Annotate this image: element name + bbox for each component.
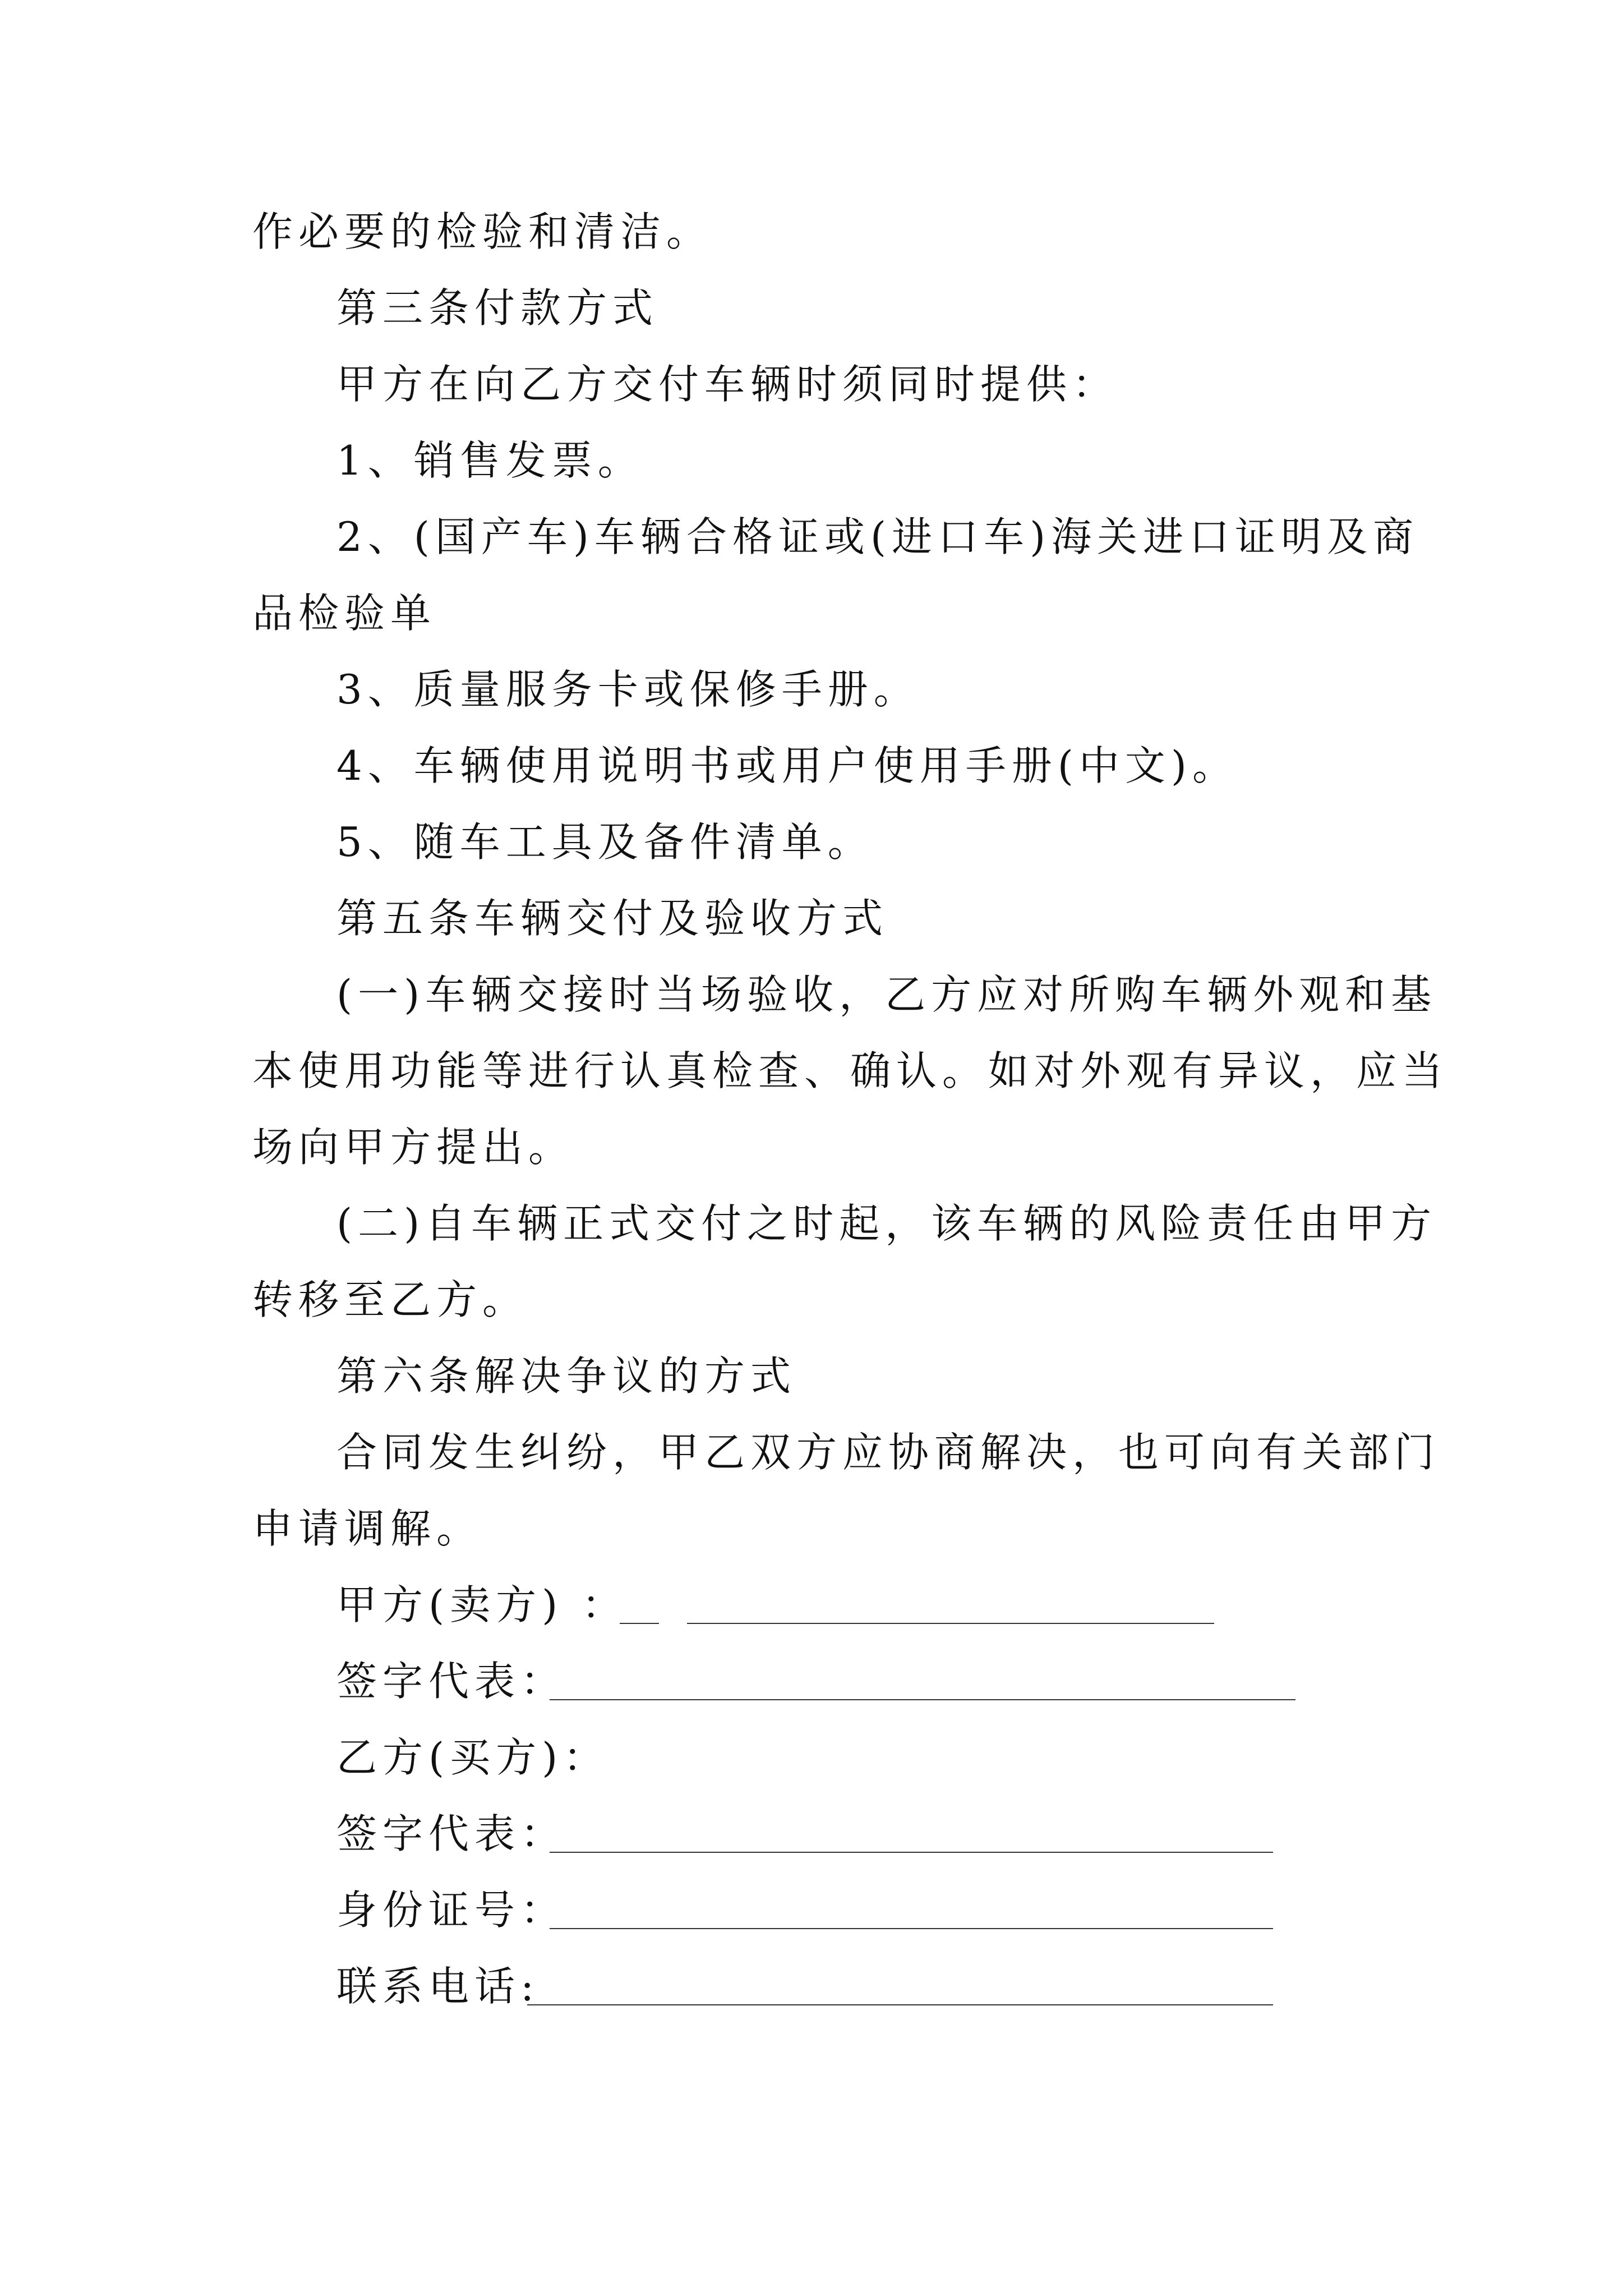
signature-id-number — [252, 1872, 1385, 1948]
document-body — [252, 194, 1449, 2024]
list-item-2-line-2: 品检验单 — [252, 590, 437, 637]
list-item-4: 4、车辆使用说明书或用户使用手册(中文)。 — [336, 742, 1238, 789]
article-6-title: 第六条解决争议的方式 — [336, 1352, 797, 1400]
signature-phone — [252, 1948, 1385, 2024]
signature-party-b — [252, 1719, 1385, 1796]
sign-rep-a-blank[interactable] — [550, 1699, 1295, 1700]
article-5-clause-1-line-2: 本使用功能等进行认真检查、确认。如对外观有异议，应当 — [252, 1047, 1449, 1094]
phone-blank[interactable] — [527, 2004, 1273, 2005]
id-number-label: 身份证号： — [336, 1887, 567, 1934]
list-item-1: 1、销售发票。 — [336, 437, 644, 484]
signature-rep-a — [252, 1643, 1385, 1719]
sign-rep-b-label: 签字代表： — [336, 1810, 567, 1857]
article-6-line-2: 申请调解。 — [252, 1505, 483, 1552]
sign-rep-b-blank[interactable] — [550, 1852, 1273, 1853]
article-5-clause-2-line-1: (二)自车辆正式交付之时起，该车辆的风险责任由甲方 — [336, 1200, 1437, 1247]
phone-label: 联系电话: — [336, 1963, 540, 2010]
paragraph-continuation: 作必要的检验和清洁。 — [252, 208, 713, 255]
party-a-blank[interactable] — [687, 1623, 1214, 1624]
sign-rep-a-label: 签字代表： — [336, 1658, 567, 1705]
party-a-label: 甲方(卖方) ： — [336, 1581, 628, 1628]
list-item-2-line-1: 2、(国产车)车辆合格证或(进口车)海关进口证明及商 — [336, 513, 1419, 560]
list-item-3: 3、质量服务卡或保修手册。 — [336, 666, 920, 713]
signature-party-a — [252, 1567, 1385, 1643]
party-b-label: 乙方(买方)： — [336, 1734, 610, 1781]
article-3-intro: 甲方在向乙方交付车辆时须同时提供： — [336, 361, 1119, 408]
article-3-title: 第三条付款方式 — [336, 284, 659, 332]
article-5-clause-2-line-2: 转移至乙方。 — [252, 1276, 529, 1323]
id-number-blank[interactable] — [550, 1928, 1273, 1929]
article-5-clause-1-line-3: 场向甲方提出。 — [252, 1124, 575, 1171]
article-6-line-1: 合同发生纠纷，甲乙双方应协商解决，也可向有关部门 — [336, 1429, 1441, 1476]
article-5-title: 第五条车辆交付及验收方式 — [336, 895, 889, 942]
article-5-clause-1-line-1: (一)车辆交接时当场验收，乙方应对所购车辆外观和基 — [336, 971, 1437, 1018]
party-a-short-blank[interactable] — [620, 1623, 659, 1624]
signature-rep-b — [252, 1796, 1385, 1872]
list-item-5: 5、随车工具及备件清单。 — [336, 818, 874, 866]
